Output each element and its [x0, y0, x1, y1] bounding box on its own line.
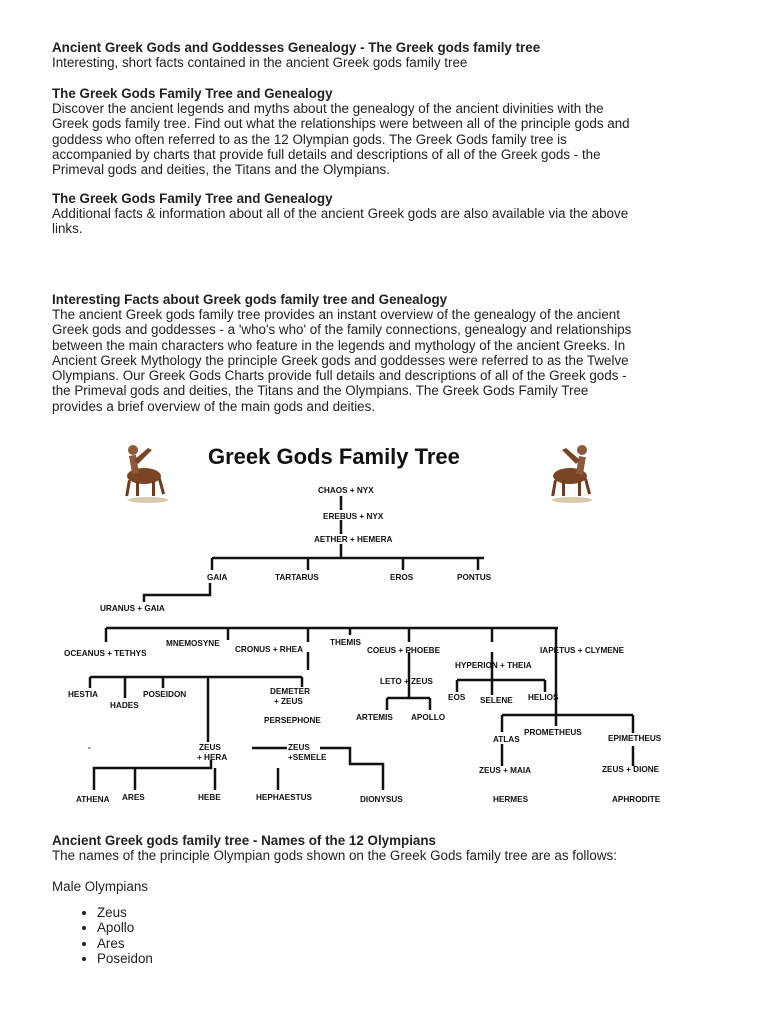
node-mnemosyne: MNEMOSYNE: [166, 639, 220, 648]
node-dash: -: [88, 743, 91, 752]
node-ares: ARES: [122, 793, 145, 802]
node-zeus-dione: ZEUS + DIONE: [602, 765, 660, 774]
node-demeter-zeus: + ZEUS: [274, 697, 303, 706]
node-hephaestus: HEPHAESTUS: [256, 793, 312, 802]
node-oceanus: OCEANUS + TETHYS: [64, 649, 147, 658]
family-tree-svg: [60, 430, 710, 815]
section3-heading: Interesting Facts about Greek gods family tree and Genealogy: [52, 292, 448, 307]
node-epimetheus: EPIMETHEUS: [608, 734, 662, 743]
node-tartarus: TARTARUS: [275, 573, 319, 582]
node-selene: SELENE: [480, 696, 513, 705]
section2-paragraph: [52, 206, 717, 237]
node-aether: AETHER + HEMERA: [314, 535, 393, 544]
main-heading: Ancient Greek Gods and Goddesses Genealogy - The Greek gods family tree: [52, 40, 541, 55]
centaur-right-icon: [551, 445, 592, 503]
section2-heading: The Greek Gods Family Tree and Genealogy: [52, 191, 333, 206]
node-eros: EROS: [390, 573, 414, 582]
node-zeus-hera-plus: + HERA: [197, 753, 228, 762]
node-aphrodite: APHRODITE: [612, 795, 661, 804]
node-iapetus: IAPETUS + CLYMENE: [540, 646, 625, 655]
node-hebe: HEBE: [198, 793, 221, 802]
list-item: • Ares: [97, 936, 153, 951]
node-prometheus: PROMETHEUS: [524, 728, 582, 737]
node-zeus-semele-plus: +SEMELE: [288, 753, 327, 762]
node-atlas: ATLAS: [493, 735, 520, 744]
node-erebus: EREBUS + NYX: [323, 512, 384, 521]
para-line: goddess who often referred to as the 12 Olympian gods. The Greek Gods family tree is: [52, 131, 567, 147]
node-artemis: ARTEMIS: [356, 713, 393, 722]
para-line: Greek gods and goddesses - a 'who's who' of the family connections, genealogy and relationships: [52, 322, 632, 338]
node-hyperion: HYPERION + THEIA: [455, 661, 532, 670]
subheading: Interesting, short facts contained in the ancient Greek gods family tree: [52, 55, 468, 70]
para-line: Greek gods family tree. Find out what the relationships were between all of the principle gods and: [52, 116, 630, 132]
node-poseidon: POSEIDON: [143, 690, 187, 699]
node-hermes: HERMES: [493, 795, 529, 804]
node-dionysus: DIONYSUS: [360, 795, 403, 804]
centaur-left-icon: [125, 445, 168, 503]
tree-title: Greek Gods Family Tree: [208, 444, 460, 469]
node-chaos: CHAOS + NYX: [318, 486, 374, 495]
para-line: Primeval gods and deities, the Titans and the Olympians.: [52, 162, 390, 178]
section4-line: The names of the principle Olympian gods shown on the Greek Gods family tree are as follows:: [52, 848, 617, 863]
node-hestia: HESTIA: [68, 690, 99, 699]
node-coeus: COEUS + PHOEBE: [367, 646, 441, 655]
para-line: the Primeval gods and deities, the Titans and the Olympians. The Greek Gods Family Tree: [52, 383, 589, 399]
node-athena: ATHENA: [76, 795, 110, 804]
para-line: between the main characters who feature in the legends and mythology of the ancient Greeks. In: [52, 337, 626, 353]
family-tree-diagram: [60, 430, 710, 815]
male-olympians-list: [52, 905, 153, 966]
node-demeter: DEMETER: [270, 687, 311, 696]
male-olympians-label: Male Olympians: [52, 879, 148, 894]
node-uranus: URANUS + GAIA: [100, 604, 165, 613]
node-apollo: APOLLO: [411, 713, 446, 722]
para-line: links.: [52, 221, 83, 237]
section1-paragraph: [52, 101, 717, 177]
section3-paragraph: [52, 307, 717, 414]
node-zeus-semele: ZEUS: [288, 743, 310, 752]
section1-heading: The Greek Gods Family Tree and Genealogy: [52, 86, 333, 101]
para-line: Additional facts & information about all of the ancient Greek gods are also available via the above: [52, 206, 629, 221]
para-line: Discover the ancient legends and myths about the genealogy of the ancient divinities with the: [52, 101, 604, 116]
para-line: The ancient Greek gods family tree provides an instant overview of the genealogy of the ancient: [52, 307, 620, 322]
node-pontus: PONTUS: [457, 573, 492, 582]
list-item: • Zeus: [97, 905, 153, 920]
section4-heading: Ancient Greek gods family tree - Names of the 12 Olympians: [52, 833, 436, 848]
para-line: Ancient Greek Mythology the principle Greek gods and goddesses were referred to as the Twelve: [52, 352, 629, 368]
node-themis: THEMIS: [330, 638, 361, 647]
node-zeus-maia: ZEUS + MAIA: [479, 766, 532, 775]
node-hades: HADES: [110, 701, 139, 710]
para-line: accompanied by charts that provide full details and descriptions of all of the Greek gods - the: [52, 146, 601, 162]
para-line: provides a brief overview of the main gods and deities.: [52, 398, 376, 414]
node-persephone: PERSEPHONE: [264, 716, 321, 725]
node-cronus: CRONUS + RHEA: [235, 645, 304, 654]
node-leto: LETO + ZEUS: [380, 677, 433, 686]
list-item: • Poseidon: [97, 951, 153, 966]
node-helios: HELIOS: [528, 693, 559, 702]
list-item: • Apollo: [97, 920, 153, 935]
node-zeus-hera: ZEUS: [199, 743, 221, 752]
para-line: Olympians. Our Greek Gods Charts provide full details and descriptions of all of the Greek gods -: [52, 368, 627, 384]
node-eos: EOS: [448, 693, 466, 702]
node-gaia: GAIA: [207, 573, 228, 582]
